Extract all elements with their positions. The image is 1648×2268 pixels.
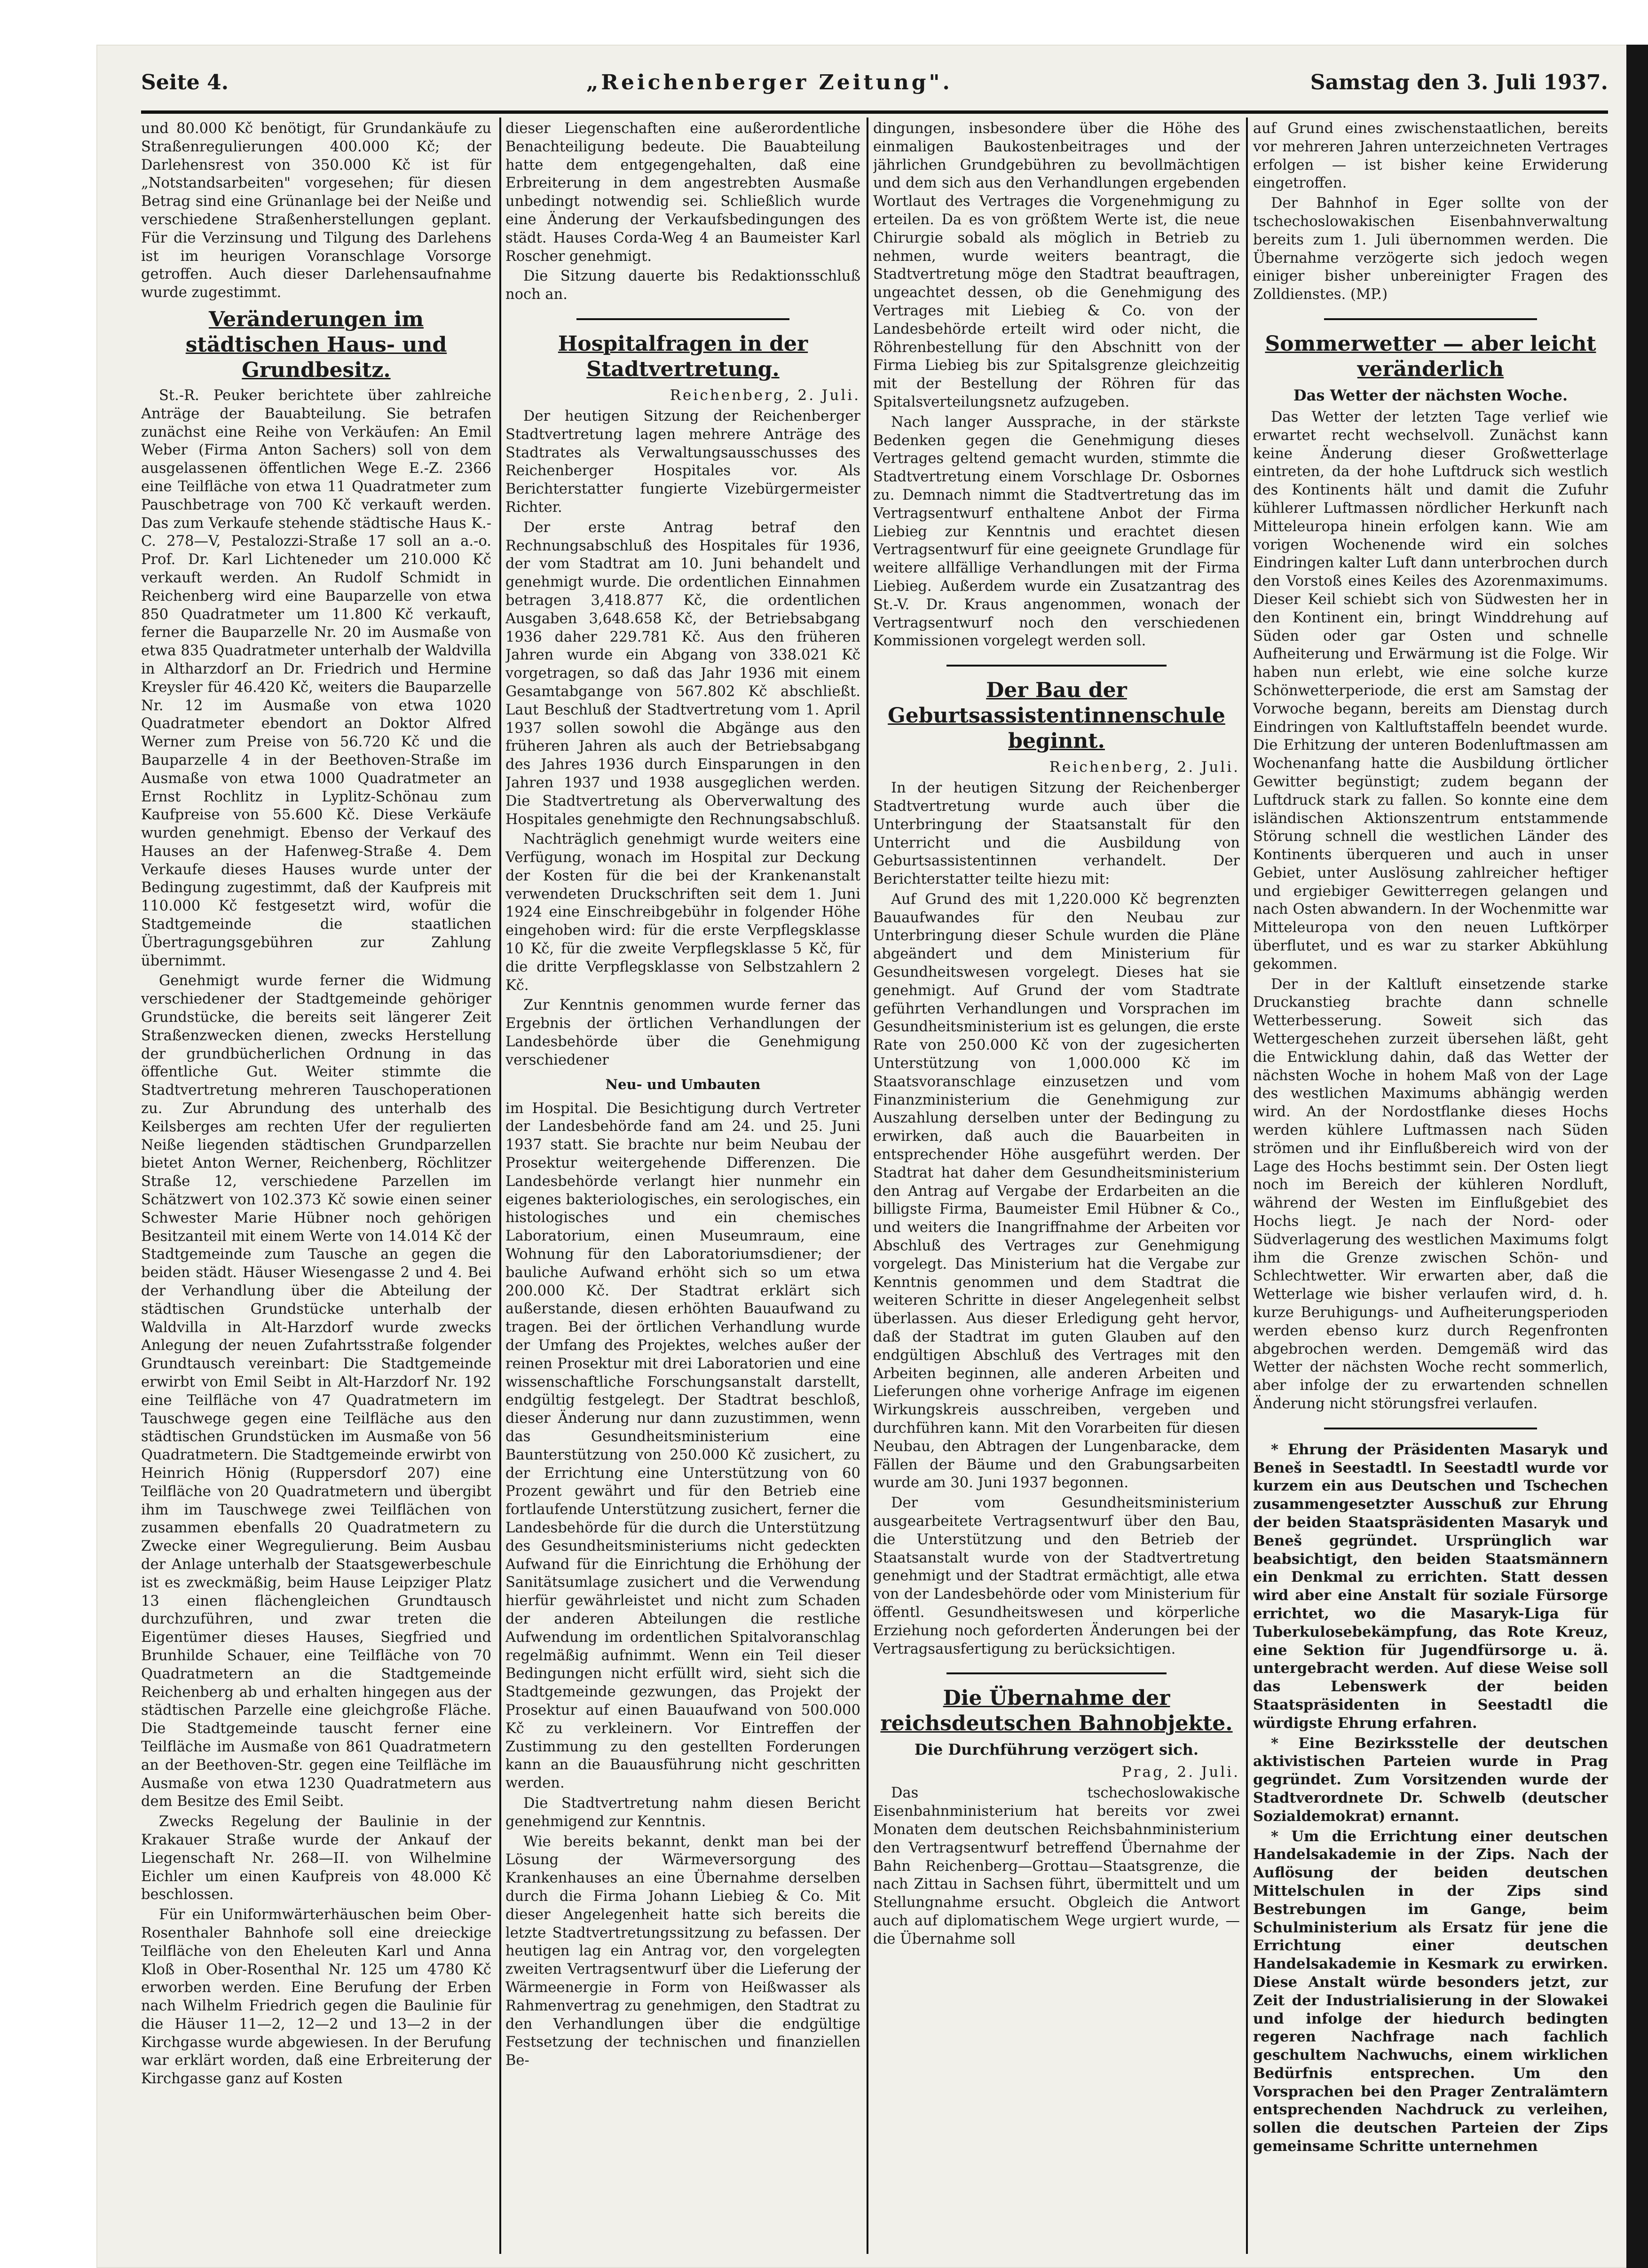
column-4 <box>1253 120 1608 2254</box>
paragraph: Die Sitzung dauerte bis Redaktionsschluß noch an. <box>505 268 860 303</box>
paragraph: St.-R. Peuker berichtete über zahlreiche Anträge der Bauabteilung. Sie betrafen zunächst eine Reihe von Verkäufen: An Emil Weber (Firma Anton Sachers) soll von dem ausgelassenen öffentlichen Wege E.-Z. 2366 eine Teilfläche von etwa 11 Quadratmeter zum Pauschbetrage von 700 Kč verkauft werden. Das zum Verkaufe stehende städtische Haus K.-C. 278—V, Pestalozzi-Straße 17 soll an a.-o. Prof. Dr. Karl Lichteneder um 210.000 Kč verkauft werden. An Rudolf Schmidt in Reichenberg wird eine Bauparzelle von etwa 850 Quadratmeter um 11.800 Kč verkauft, ferner die Bauparzelle Nr. 20 im Ausmaße von etwa 835 Quadratmeter unterhalb der Waldvilla in Altharzdorf an Dr. Friedrich und Hermine Kreysler für 46.420 Kč, weiters die Bauparzelle Nr. 12 im Ausmaße von etwa 1020 Quadratmeter ebendort an Doktor Alfred Werner zum Preise von 56.720 Kč und die Bauparzelle 4 in der Beethoven-Straße im Ausmaße von etwa 1000 Quadratmeter an Ernst Rochlitz in Lyplitz-Schönau zum Kaufpreise von 55.600 Kč. Diese Verkäufe wurden genehmigt. Ebenso der Verkauf des Hauses an der Hafenweg-Straße 4. Dem Verkaufe dieses Hauses wurde unter der Bedingung zugestimmt, daß der Kaufpreis mit 110.000 Kč festgesetzt wird, wofür die Stadtgemeinde die staatlichen Übertragungsgebühren zur Zahlung übernimmt. <box>141 387 491 969</box>
scan-edge <box>1626 45 1648 2268</box>
article-headline: Der Bau der Geburtsassistentinnenschule beginnt. <box>888 678 1225 753</box>
paragraph: Der in der Kaltluft einsetzende starke Druckanstieg brachte dann schnelle Wetterbesserung. Soweit sich das Wettergeschehen zurzeit übersehen läßt, geht die Entwicklung dahin, daß das Wetter der nächsten Woche in hohem Maß von der Lage des westlichen Maximums abhängig werden wird. An der Nordostflanke dieses Hochs werden kühlere Luftmassen nach Süden strömen und ihr Einflußbereich wird von der Lage des Hochs bestimmt sein. Der Osten liegt noch im Bereich der kühleren Nordluft, während der Westen im Einflußgebiet des Hochs liegt. Je nach der Nord- oder Südverlagerung des westlichen Maximums folgt ihm die Grenze zwischen Schön- und Schlechtwetter. Wir erwarten aber, daß die Wetterlage wie bisher verlaufen wird, d. h. kurze Beruhigungs- und Aufheiterungsperioden werden ebenso kurz durch Regenfronten abgebrochen werden. Demgemäß wird das Wetter der nächsten Woche recht sommerlich, aber infolge der zu erwartenden schnellen Änderung nicht störungsfrei verlaufen. <box>1253 976 1608 1412</box>
news-brief: * Eine Bezirksstelle der deutschen aktivistischen Parteien wurde in Prag gegründet. Zum Vorsitzenden wurde der Stadtverordnete Dr. Schwelb (deutscher Sozialdemokrat) ernannt. <box>1253 1734 1608 1825</box>
dateline: Prag, 2. Juli. <box>1121 1764 1240 1781</box>
article-separator <box>1324 318 1537 320</box>
column-1 <box>141 120 491 2254</box>
column-rule <box>499 118 501 2254</box>
paragraph: und 80.000 Kč benötigt, für Grundankäufe zu Straßenregulierungen 400.000 Kč; der Darlehensrest von 350.000 Kč ist für „Notstandsarbeiten" vorgesehen; für diesen Betrag sind eine Grünanlage bei der Neiße und verschiedene Straßenherstellungen geplant. Für die Verzinsung und Tilgung des Darlehens ist im heurigen Voranschlage Vorsorge getroffen. Auch dieser Darlehensaufnahme wurde zugestimmt. <box>141 120 491 301</box>
paragraph: Der Bahnhof in Eger sollte von der tschechoslowakischen Eisenbahnverwaltung bereits zum 1. Juli übernommen werden. Die Übernahme verzögerte sich jedoch wegen einiger bisher unbereinigter Fragen des Zolldienstes. (MP.) <box>1253 195 1608 303</box>
column-rule <box>1246 118 1248 2254</box>
paragraph: Genehmigt wurde ferner die Widmung verschiedener der Stadtgemeinde gehöriger Grundstücke, die bereits seit längerer Zeit Straßenzwecken dienen, zwecks Herstellung der grundbücherlichen Ordnung in das öffentliche Gut. Weiter stimmte die Stadtvertretung mehreren Tauschoperationen zu. Zur Abrundung des unterhalb des Keilsberges am rechten Ufer der regulierten Neiße liegenden städtischen Grundparzellen bietet Anton Werner, Reichenberg, Röchlitzer Straße 12, verschiedene Parzellen im Schätzwert von 102.373 Kč sowie einen seiner Schwester Marie Hübner noch gehörigen Besitzanteil mit einem Werte von 14.014 Kč der Stadtgemeinde zum Tausche an gegen die beiden städt. Häuser Wiesengasse 2 und 4. Bei der Verhandlung über die Abteilung der städtischen Grundstücke unterhalb der Waldvilla in Alt-Harzdorf wurde zwecks Anlegung der neuen Zufahrtsstraße folgender Grundtausch vereinbart: Die Stadtgemeinde erwirbt von Emil Seibt in Alt-Harzdorf Nr. 192 eine Teilfläche von 47 Quadratmetern im Tauschwege gegen eine Teilfläche aus den städtischen Grundstücken im Ausmaße von 56 Quadratmetern. Die Stadtgemeinde erwirbt von Heinrich Hönig (Ruppersdorf 207) eine Teilfläche von 20 Quadratmetern und übergibt ihm im Tauschwege zwei Teilflächen von zusammen ebenfalls 20 Quadratmetern zu Zwecke einer Wegregulierung. Beim Ausbau der Anlage unterhalb der Staatsgewerbeschule ist es zweckmäßig, beim Hause Leipziger Platz 13 einen flächengleichen Grundtausch durchzuführen, und zwar treten die Eigentümer dieses Hauses, Siegfried und Brunhilde Schauer, eine Teilfläche von 70 Quadratmetern an die Stadtgemeinde Reichenberg ab und erhalten hingegen aus der städtischen Parzelle eine gleichgroße Fläche. Die Stadtgemeinde tauscht ferner eine Teilfläche im Ausmaße von 861 Quadratmetern an der Beethoven-Str. gegen eine Teilfläche im Ausmaße von etwa 1230 Quadratmetern aus dem Besitze des Emil Seibt. <box>141 973 491 1810</box>
article-separator <box>946 665 1167 667</box>
article-headline: Die Übernahme der reichsdeutschen Bahnobjekte. <box>880 1686 1233 1736</box>
article-separator <box>1324 1428 1537 1429</box>
paragraph: Der heutigen Sitzung der Reichenberger Stadtvertretung lagen mehrere Anträge des Stadtrates als Verwaltungsausschusses des Reichenberger Hospitales vor. Als Berichterstatter fungierte Vizebürgermeister Richter. <box>505 408 860 516</box>
paragraph: Für ein Uniformwärterhäuschen beim Ober-Rosenthaler Bahnhofe soll eine dreieckige Teilfläche von den Eheleuten Karl und Anna Kloß in Ober-Rosenthal Nr. 125 um 4780 Kč erworben werden. Eine Berufung der Erben nach Wilhelm Friedrich gegen die Baulinie für die Häuser 11—2, 12—2 und 13—2 in der Kirchgasse wurde abgewiesen. In der Berufung war erklärt worden, daß eine Erbreiterung der Kirchgasse ganz auf Kosten <box>141 1907 491 2088</box>
paragraph: Nach langer Aussprache, in der stärkste Bedenken gegen die Genehmigung dieses Vertrages geltend gemacht wurden, stimmte die Stadtvertretung einem Vorschlage Dr. Osbornes zu. Demnach nimmt die Stadtvertretung das im Vertragsentwurf enthaltene Anbot der Firma Liebieg zur Kenntnis und erachtet diesen Vertragsentwurf für eine geeignete Grundlage für weitere allfällige Verhandlungen mit der Firma Liebieg. Außerdem wurde ein Zusatzantrag des St.-V. Dr. Kraus angenommen, wonach der Vertragsentwurf noch den verschiedenen Kommissionen vorgelegt werden soll. <box>873 414 1240 650</box>
subheading: Neu- und Umbauten <box>605 1076 761 1092</box>
news-brief: * Um die Errichtung einer deutschen Handelsakademie in der Zips. Nach der Auflösung der beiden deutschen Mittelschulen in der Zips sind Bestrebungen im Gange, beim Schulministerium als Ersatz für jene die Errichtung einer deutschen Handelsakademie in Kesmark zu erwirken. Diese Anstalt würde besonders jetzt, zur Zeit der Industrialisierung in der Slowakei und infolge der hiedurch bedingten regeren Nachfrage nach fachlich geschultem Nachwuchs, einem wirklichen Bedürfnis entsprechen. Um den Vorsprachen bei den Prager Zentralämtern entsprechenden Nachdruck zu verleihen, sollen die deutschen Parteien der Zips gemeinsame Schritte unternehmen <box>1253 1828 1608 2155</box>
dateline: Reichenberg, 2. Juli. <box>1049 759 1240 776</box>
paragraph: Das Wetter der letzten Tage verlief wie erwartet recht wechselvoll. Zunächst kann keine Änderung dieser Großwetterlage eintreten, da der hohe Luftdruck sich westlich des Kontinents hält und damit die Zufuhr kühlerer Luftmassen nördlicher Herkunft nach Mitteleuropa hinein erfolgen kann. Wie am vorigen Wochenende wird ein solches Eindringen kalter Luft dann unterbrochen durch den Vorstoß eines Keiles des Azorenmaximums. Dieser Keil schiebt sich von Südwesten her in den Kontinent ein, bringt Winddrehung auf Süden oder gar Osten und schnelle Aufheiterung und Erwärmung ist die Folge. Wir haben nun erlebt, wie eine solche kurze Schönwetterperiode, die erst am Samstag der Vorwoche begann, bereits am Dienstag durch Eindringen von Kaltluftstaffeln beendet wurde. Die Erhitzung der unteren Bodenluftmassen am Wochenanfang hatte die Ausbildung örtlicher Gewitter begünstigt; zudem begann der Luftdruck stark zu fallen. So konnte eine dem isländischen Aktionszentrum entstammende Störung schnell die westlichen Länder des Kontinents überqueren und auch in unser Gebiet, unter Auslösung zahlreicher heftiger und ergiebiger Gewitterregen gelangen und nach Osten abwandern. In der Wochenmitte war Mitteleuropa von den neuen Luftkörper überflutet, und es war zu starker Abkühlung gekommen. <box>1253 408 1608 973</box>
article-separator <box>576 318 789 320</box>
page-number: Seite 4. <box>141 71 229 94</box>
issue-date: Samstag den 3. Juli 1937. <box>1310 71 1608 94</box>
newspaper-title: „Reichenberger Zeitung". <box>586 71 953 94</box>
paragraph: Die Stadtvertretung nahm diesen Bericht genehmigend zur Kenntnis. <box>505 1795 860 1830</box>
dateline: Reichenberg, 2. Juli. <box>670 386 860 404</box>
article-separator <box>946 1672 1167 1674</box>
article-headline: Veränderungen im städtischen Haus- und Grundbesitz. <box>185 307 447 382</box>
paragraph: Der erste Antrag betraf den Rechnungsabschluß des Hospitales für 1936, der vom Stadtrat am 10. Juni behandelt und genehmigt wurde. Die ordentlichen Einnahmen betragen 3,418.877 Kč, die ordentlichen Ausgaben 3,648.658 Kč, der Betriebsabgang 1936 daher 229.781 Kč. Aus den früheren Jahren wurde ein Abgang von 338.021 Kč vorgetragen, so daß das Jahr 1936 mit einem Gesamtabgange von 567.802 Kč abschließt. Laut Beschluß der Stadtvertretung vom 1. April 1937 sollen sowohl die Abgänge aus den früheren Jahren als auch der Betriebsabgang des Jahres 1936 durch Einsparungen in den Jahren 1937 und 1938 ausgeglichen werden. Die Stadtvertretung als Oberverwaltung des Hospitales genehmigte den Rechnungsabschluß. <box>505 519 860 828</box>
paragraph: auf Grund eines zwischenstaatlichen, bereits vor mehreren Jahren unterzeichneten Vertrages erfolgen — ist bisher keine Erwiderung eingetroffen. <box>1253 120 1608 192</box>
column-2 <box>505 120 860 2254</box>
paragraph: Wie bereits bekannt, denkt man bei der Lösung der Wärmeversorgung des Krankenhauses an eine Übernahme derselben durch die Firma Johann Liebieg & Co. Mit dieser Angelegenheit hatte sich bereits die letzte Stadtvertretungssitzung zu befassen. Der heutigen lag ein Antrag vor, den vorgelegten zweiten Vertragsentwurf über die Lieferung der Wärmeenergie in Form von Heißwasser als Rahmenvertrag zu genehmigen, den Stadtrat zu den Verhandlungen über die endgültige Festsetzung der technischen und finanziellen Be- <box>505 1833 860 2069</box>
paragraph: dingungen, insbesondere über die Höhe des einmaligen Baukostenbeitrages und der jährlichen Grundgebühren zu bevollmächtigen und dem sich aus den Verhandlungen ergebenden Wortlaut des Vertrages die Vorgenehmigung zu erteilen. Da es von größtem Werte ist, die neue Chirurgie sobald als möglich in Betrieb zu nehmen, wurde weiters beantragt, die Stadtvertretung möge den Stadtrat beauftragen, ungeachtet dessen, ob die Genehmigung des Vertrages mit Liebieg & Co. von der Landesbehörde erteilt wird oder nicht, die Röhrenbestellung für den Abschnitt von der Firma Liebieg bis zur Spitalsgrenze gleichzeitig mit der Bestellung der Röhren für das Spitalsverteilungsnetz aufzugeben. <box>873 120 1240 410</box>
column-rule <box>867 118 868 2254</box>
article-subheadline: Das Wetter der nächsten Woche. <box>1293 386 1568 404</box>
paragraph: In der heutigen Sitzung der Reichenberger Stadtvertretung wurde auch über die Unterbringung der Staatsanstalt für den Unterricht und die Ausbildung von Geburtsassistentinnen verhandelt. Der Berichterstatter teilte hiezu mit: <box>873 780 1240 888</box>
paragraph: Zur Kenntnis genommen wurde ferner das Ergebnis der örtlichen Verhandlungen der Landesbehörde über die Genehmigung verschiedener <box>505 997 860 1068</box>
newspaper-page <box>96 45 1648 2268</box>
paragraph: Das tschechoslowakische Eisenbahnministerium hat bereits vor zwei Monaten dem deutschen Reichsbahnministerium den Vertragsentwurf betreffend Übernahme der Bahn Reichenberg—Grottau—Staatsgrenze, die nach Zittau in Sachsen führt, übermittelt und um Stellungnahme ersucht. Obgleich die Antwort auch auf diplomatischem Wege urgiert wurde, — die Übernahme soll <box>873 1785 1240 1947</box>
article-headline: Sommerwetter — aber leicht veränderlich <box>1265 331 1596 381</box>
paragraph: dieser Liegenschaften eine außerordentliche Benachteiligung bedeute. Die Bauabteilung hatte dem entgegengehalten, daß eine Erbreiterung in dem angestrebten Ausmaße unbedingt notwendig sei. Schließlich wurde eine Änderung der Verkaufsbedingungen des städt. Hauses Corda-Weg 4 an Baumeister Karl Roscher genehmigt. <box>505 120 860 265</box>
page-header <box>141 71 1608 106</box>
paragraph: Der vom Gesundheitsministerium ausgearbeitete Vertragsentwurf über den Bau, die Unterstützung und den Betrieb der Staatsanstalt wurde von der Stadtvertretung genehmigt und der Stadtrat ermächtigt, alle etwa von der Landesbehörde oder vom Ministerium für öffentl. Gesundheitswesen und körperliche Erziehung noch geforderten Änderungen bei der Vertragsausfertigung zu berücksichtigen. <box>873 1495 1240 1657</box>
header-rule <box>141 110 1608 114</box>
paragraph: Nachträglich genehmigt wurde weiters eine Verfügung, wonach im Hospital zur Deckung der Kosten für die bei der Krankenanstalt verwendeten Druckschriften seit dem 1. Juni 1924 eine Einschreibgebühr in folgender Höhe eingehoben wird: für die erste Verpflegsklasse 10 Kč, für die zweite Verpflegsklasse 5 Kč, für die dritte Verpflegsklasse von Selbstzahlern 2 Kč. <box>505 831 860 994</box>
paragraph: im Hospital. Die Besichtigung durch Vertreter der Landesbehörde fand am 24. und 25. Juni 1937 statt. Sie brachte nur beim Neubau der Prosektur weitergehende Differenzen. Die Landesbehörde verlangt hier nunmehr ein eigenes bakteriologisches, ein serologisches, ein histologisches und ein chemisches Laboratorium, einen Museumraum, eine Wohnung für den Laboratoriumsdiener; der bauliche Aufwand erhöht sich so um etwa 200.000 Kč. Der Stadtrat erklärt sich außerstande, diesen erhöhten Bauaufwand zu tragen. Bei der örtlichen Verhandlung wurde der Umfang des Projektes, welches außer der reinen Prosektur mit drei Laboratorien und eine wissenschaftliche Forschungsanstalt darstellt, endgültig festgelegt. Der Stadtrat beschloß, dieser Änderung nur dann zuzustimmen, wenn das Gesundheitsministerium eine Baunterstützung von 250.000 Kč zusichert, zu der Errichtung eine Unterstützung von 60 Prozent gewährt und für den Betrieb eine fortlaufende Unterstützung zusichert, ferner die Landesbehörde für die durch die Unterstützung des Gesundheitsministeriums nicht gedeckten Aufwand für die Einrichtung die Erhöhung der Sanitätsumlage zusichert und die Verwendung hierfür gewährleistet und nicht zum Schaden der anderen Abteilungen die restliche Aufwendung im ordentlichen Spitalvoranschlag regelmäßig aufnimmt. Wenn ein Teil dieser Bedingungen nicht erfüllt wird, sieht sich die Stadtgemeinde gezwungen, das Projekt der Prosektur auf einen Bauaufwand von 500.000 Kč zu verkleinern. Vor Eintreffen der Zustimmung zu den gestellten Forderungen kann an die Bauausführung nicht geschritten werden. <box>505 1100 860 1792</box>
article-subheadline: Die Durchführung verzögert sich. <box>914 1741 1199 1759</box>
news-brief: * Ehrung der Präsidenten Masaryk und Beneš in Seestadtl. In Seestadtl wurde vor kurzem ein aus Deutschen und Tschechen zusammengesetzter Ausschuß zur Ehrung der beiden Staatspräsidenten Masaryk und Beneš gegründet. Ursprünglich war beabsichtigt, den beiden Staatsmännern ein Denkmal zu errichten. Statt dessen wird aber eine Anstalt für soziale Fürsorge errichtet, wo die Masaryk-Liga für Tuberkulosebekämpfung, das Rote Kreuz, eine Sektion für Jugendfürsorge u. ä. untergebracht werden. Auf diese Weise soll das Lebenswerk der beiden Staatspräsidenten in Seestadtl die würdigste Ehrung erfahren. <box>1253 1441 1608 1732</box>
paragraph: Auf Grund des mit 1,220.000 Kč begrenzten Bauaufwandes für den Neubau zur Unterbringung dieser Schule wurden die Pläne abgeändert und dem Ministerium für Gesundheitswesen vorgelegt. Dieses hat sie genehmigt. Auf Grund der vom Stadtrate geführten Verhandlungen und Vorsprachen im Gesundheitsministerium ist es gelungen, die erste Rate von 250.000 Kč von der zugesicherten Unterstützung von 1,000.000 Kč im Staatsvoranschlage einzusetzen und vom Finanzministerium die Genehmigung zur Auszahlung derselben unter der Bedingung zu erwirken, daß auch die Bauarbeiten in entsprechender Höhe ausgeführt werden. Der Stadtrat hat daher dem Gesundheitsministerium den Antrag auf Vergabe der Erdarbeiten an die billigste Firma, Baumeister Emil Hübner & Co., und weiters die Inangriffnahme der Arbeiten vor Abschluß des Vertrages zur Genehmigung vorgelegt. Das Ministerium hat die Vergabe zur Kenntnis genommen und dem Stadtrat die weiteren Schritte in dieser Angelegenheit selbst überlassen. Aus dieser Erledigung geht hervor, daß der Stadtrat im guten Glauben auf den endgültigen Abschluß des Vertrages mit den Arbeiten beginnen, alle anderen Arbeiten und Lieferungen ohne vorherige Anfrage im eigenen Wirkungskreis ausschreiben, vergeben und durchführen kann. Mit den Vorarbeiten für diesen Neubau, den Abtragen der Lungenbaracke, dem Fällen der Bäume und den Grabungsarbeiten wurde am 30. Juni 1937 begonnen. <box>873 891 1240 1491</box>
paragraph: Zwecks Regelung der Baulinie in der Krakauer Straße wurde der Ankauf der Liegenschaft Nr. 268—II. von Wilhelmine Eichler um einen Kaufpreis von 48.000 Kč beschlossen. <box>141 1813 491 1903</box>
column-3 <box>873 120 1240 2254</box>
article-headline: Hospitalfragen in der Stadtvertretung. <box>558 331 808 381</box>
